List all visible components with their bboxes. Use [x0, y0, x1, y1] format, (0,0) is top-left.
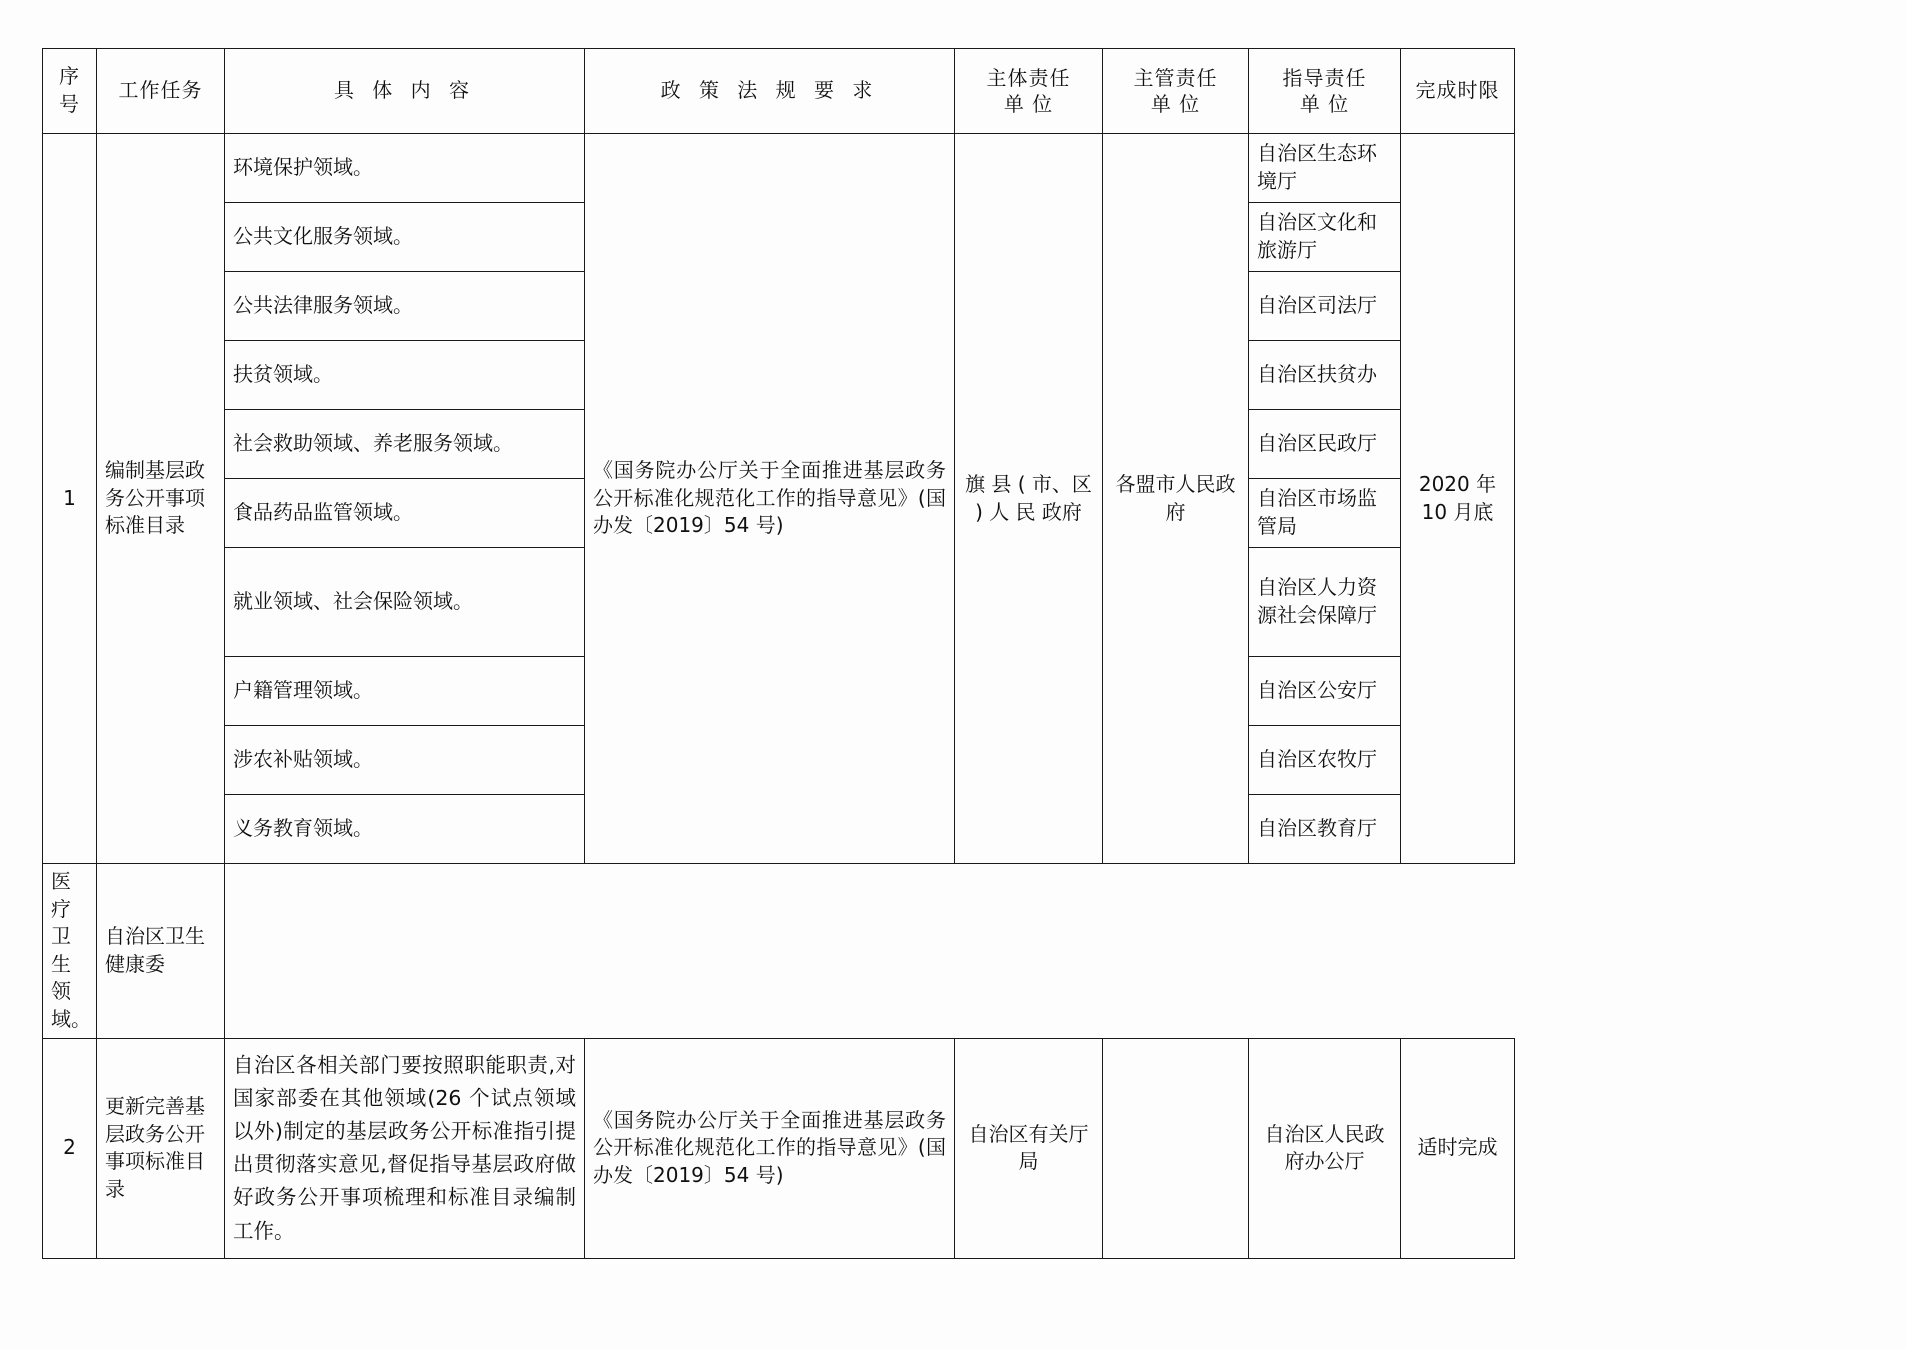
- row2-content: 自治区各相关部门要按照职能职责,对国家部委在其他领域(26 个试点领域以外)制定的基层政务公开标准指引提出贯彻落实意见,督促指导基层政府做好政务公开事项梳理和标准目录编制工作。: [225, 1038, 585, 1258]
- row1-main-unit: 旗 县 ( 市、区 ) 人 民 政府: [955, 134, 1103, 864]
- header-super-unit: [1103, 49, 1249, 134]
- schedule-table-container: [42, 48, 1514, 1259]
- row1-guide-unit-item: 自治区公安厅: [1249, 657, 1401, 726]
- header-main-unit-line1: 主体责任: [986, 66, 1071, 90]
- header-seq: 序号: [43, 49, 97, 134]
- row1-guide-unit-item: 自治区扶贫办: [1249, 341, 1401, 410]
- header-guide-unit-line2: 单 位: [1299, 92, 1350, 116]
- row1-content-item: 义务教育领域。: [225, 795, 585, 864]
- header-policy: 政 策 法 规 要 求: [585, 49, 955, 134]
- header-super-unit-line1: 主管责任: [1133, 66, 1218, 90]
- header-main-unit-line2: 单 位: [1003, 92, 1054, 116]
- row2-task: 更新完善基层政务公开事项标准目录: [97, 1038, 225, 1258]
- row1-seq: 1: [43, 134, 97, 864]
- schedule-table: [42, 48, 1515, 1259]
- row2-main-unit: 自治区有关厅局: [955, 1038, 1103, 1258]
- header-task: 工作任务: [97, 49, 225, 134]
- row1-content-item: 公共法律服务领域。: [225, 272, 585, 341]
- row2-super-unit: [1103, 1038, 1249, 1258]
- table-row: [43, 864, 1515, 1039]
- row1-content-item: 公共文化服务领域。: [225, 203, 585, 272]
- row1-content-item: 就业领域、社会保险领域。: [225, 548, 585, 657]
- row1-content-item: 户籍管理领域。: [225, 657, 585, 726]
- row1-content-item: 环境保护领域。: [225, 134, 585, 203]
- row1-super-unit: 各盟市人民政府: [1103, 134, 1249, 864]
- row1-deadline: 2020 年10 月底: [1401, 134, 1515, 864]
- row1-content-item: 食品药品监管领域。: [225, 479, 585, 548]
- row2-policy: 《国务院办公厅关于全面推进基层政务公开标准化规范化工作的指导意见》(国办发〔2019〕54 号): [585, 1038, 955, 1258]
- row2-guide-unit: 自治区人民政府办公厅: [1249, 1038, 1401, 1258]
- row1-content-item: 社会救助领域、养老服务领域。: [225, 410, 585, 479]
- header-super-unit-line2: 单 位: [1150, 92, 1201, 116]
- table-header-row: [43, 49, 1515, 134]
- row1-content-item: 医疗卫生领域。: [43, 864, 97, 1039]
- header-guide-unit-line1: 指导责任: [1282, 66, 1367, 90]
- row1-content-item: 扶贫领域。: [225, 341, 585, 410]
- row1-guide-unit-item: 自治区教育厅: [1249, 795, 1401, 864]
- row2-deadline: 适时完成: [1401, 1038, 1515, 1258]
- header-deadline: 完成时限: [1401, 49, 1515, 134]
- header-guide-unit: [1249, 49, 1401, 134]
- row1-guide-unit-item: 自治区人力资源社会保障厅: [1249, 548, 1401, 657]
- row1-guide-unit-item: 自治区司法厅: [1249, 272, 1401, 341]
- header-content: 具 体 内 容: [225, 49, 585, 134]
- row1-task: 编制基层政务公开事项标准目录: [97, 134, 225, 864]
- row1-guide-unit-item: 自治区市场监管局: [1249, 479, 1401, 548]
- row1-guide-unit-item: 自治区文化和旅游厅: [1249, 203, 1401, 272]
- row1-policy: 《国务院办公厅关于全面推进基层政务公开标准化规范化工作的指导意见》(国办发〔2019〕54 号): [585, 134, 955, 864]
- row1-guide-unit-item: 自治区民政厅: [1249, 410, 1401, 479]
- row1-content-item: 涉农补贴领域。: [225, 726, 585, 795]
- row1-guide-unit-item: 自治区农牧厅: [1249, 726, 1401, 795]
- row1-guide-unit-item: 自治区生态环境厅: [1249, 134, 1401, 203]
- header-main-unit: [955, 49, 1103, 134]
- row2-seq: 2: [43, 1038, 97, 1258]
- table-row: [43, 1038, 1515, 1258]
- table-row: [43, 134, 1515, 203]
- row1-guide-unit-item: 自治区卫生健康委: [97, 864, 225, 1039]
